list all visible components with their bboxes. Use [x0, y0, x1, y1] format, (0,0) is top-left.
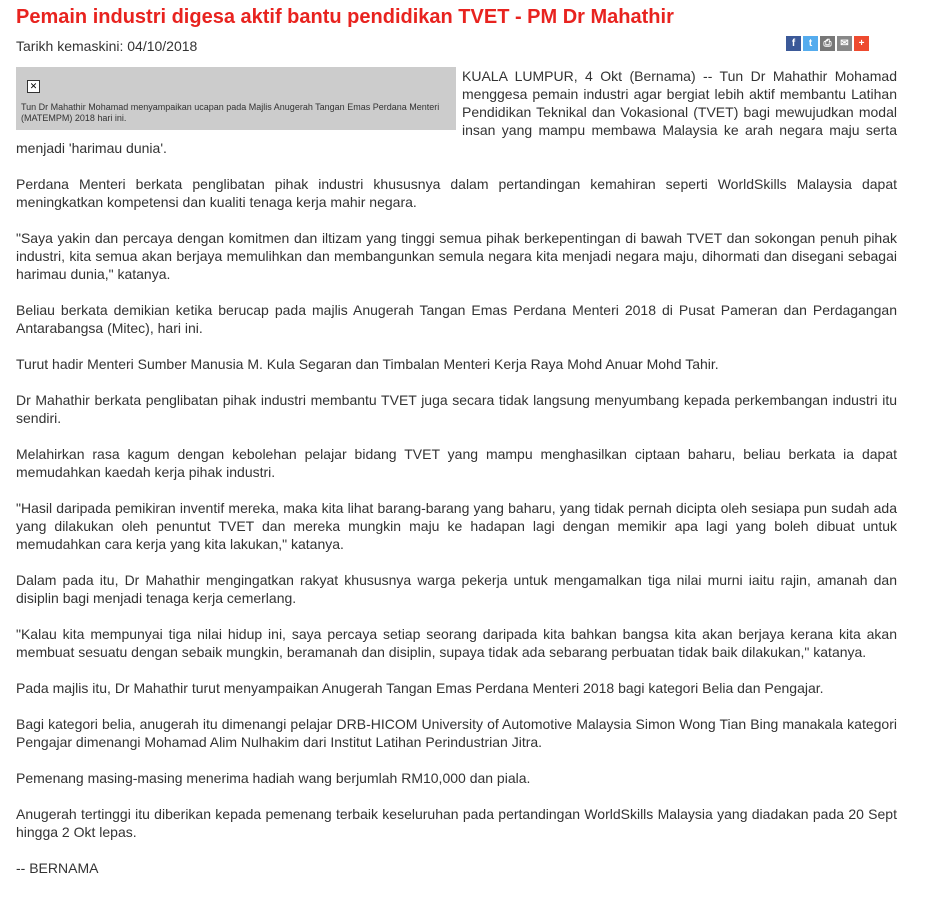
paragraph: "Saya yakin dan percaya dengan komitmen dan iltizam yang tinggi semua pihak berkepentingan di bawah TVET dan sokongan penuh pihak industri, kita semua akan berjaya memulihkan dan membangunkan semula negara kita menjadi negara maju, dihormati dan disegani sebagai harimau dunia," katanya.: [16, 230, 897, 282]
byline: -- BERNAMA: [16, 860, 99, 876]
paragraph: Dr Mahathir berkata penglibatan pihak industri membantu TVET juga secara tidak langsung menyumbang kepada perkembangan industri itu sendiri.: [16, 392, 897, 426]
paragraph: Beliau berkata demikian ketika berucap pada majlis Anugerah Tangan Emas Perdana Menteri 2018 di Pusat Pameran dan Perdagangan Antarabangsa (Mitec), hari ini.: [16, 302, 897, 336]
twitter-icon[interactable]: t: [803, 36, 818, 51]
updated-date: Tarikh kemaskini: 04/10/2018: [16, 38, 198, 54]
email-icon[interactable]: ✉: [837, 36, 852, 51]
facebook-icon[interactable]: f: [786, 36, 801, 51]
paragraph: Anugerah tertinggi itu diberikan kepada pemenang terbaik keseluruhan pada pertandingan WorldSkills Malaysia yang diadakan pada 20 Sept hingga 2 Okt lepas.: [16, 806, 897, 840]
paragraph: "Hasil daripada pemikiran inventif mereka, maka kita lihat barang-barang yang baharu, yang tidak pernah dicipta oleh sesiapa pun sudah ada yang dilakukan oleh penuntut TVET dan mereka mungkin maju ke hadapan lagi dengan memikir apa lagi yang boleh dibuat untuk memudahkan cara kerja yang kita lakukan," katanya.: [16, 500, 897, 552]
paragraph: Pemenang masing-masing menerima hadiah wang berjumlah RM10,000 dan piala.: [16, 770, 531, 786]
paragraph: Dalam pada itu, Dr Mahathir mengingatkan rakyat khususnya warga pekerja untuk mengamalkan tiga nilai murni iaitu rajin, amanah dan disiplin bagi menjadi tenaga kerja cemerlang.: [16, 572, 897, 606]
article-image: [16, 67, 456, 130]
paragraph: "Kalau kita mempunyai tiga nilai hidup ini, saya percaya setiap seorang daripada kita bahkan bangsa kita akan berjaya kerana kita akan membuat sesuatu dengan sebaik mungkin, beramanah dan disiplin, supaya tidak ada sebarang perbuatan tidak baik dilakukan," katanya.: [16, 626, 897, 660]
paragraph: Melahirkan rasa kagum dengan kebolehan pelajar bidang TVET yang mampu menghasilkan ciptaan baharu, beliau berkata ia dapat memudahkan kaedah kerja pihak industri.: [16, 446, 897, 480]
image-caption: Tun Dr Mahathir Mohamad menyampaikan ucapan pada Majlis Anugerah Tangan Emas Perdana Menteri (MATEMPM) 2018 hari ini.: [21, 102, 440, 123]
paragraph: Pada majlis itu, Dr Mahathir turut menyampaikan Anugerah Tangan Emas Perdana Menteri 2018 bagi kategori Belia dan Pengajar.: [16, 680, 824, 696]
more-icon[interactable]: +: [854, 36, 869, 51]
share-toolbar: [786, 36, 869, 51]
page-title: Pemain industri digesa aktif bantu pendidikan TVET - PM Dr Mahathir: [16, 6, 674, 28]
paragraph: Bagi kategori belia, anugerah itu dimenangi pelajar DRB-HICOM University of Automotive Malaysia Simon Wong Tian Bing manakala kategori Pengajar dimenangi Mohamad Alim Nulhakim dari Institut Latihan Perindustrian Jitra.: [16, 716, 897, 750]
print-icon[interactable]: ⎙: [820, 36, 835, 51]
paragraph: Turut hadir Menteri Sumber Manusia M. Kula Segaran dan Timbalan Menteri Kerja Raya Mohd Anuar Mohd Tahir.: [16, 356, 719, 372]
paragraph: KUALA LUMPUR, 4 Okt (Bernama) -- Tun Dr Mahathir Mohamad menggesa pemain industri agar bergiat lebih aktif membantu Latihan Pendidikan Teknikal dan Vokasional (TVET) bagi mewujudkan modal insan yang mampu membawa Malaysia ke arah negara maju serta menjadi 'harimau dunia'.: [16, 68, 897, 156]
article-body: [16, 67, 897, 895]
broken-image-icon: ✕: [27, 80, 40, 93]
paragraph: Perdana Menteri berkata penglibatan pihak industri khususnya dalam pertandingan kemahiran seperti WorldSkills Malaysia dapat meningkatkan kompetensi dan kualiti tenaga kerja mahir negara.: [16, 176, 897, 210]
